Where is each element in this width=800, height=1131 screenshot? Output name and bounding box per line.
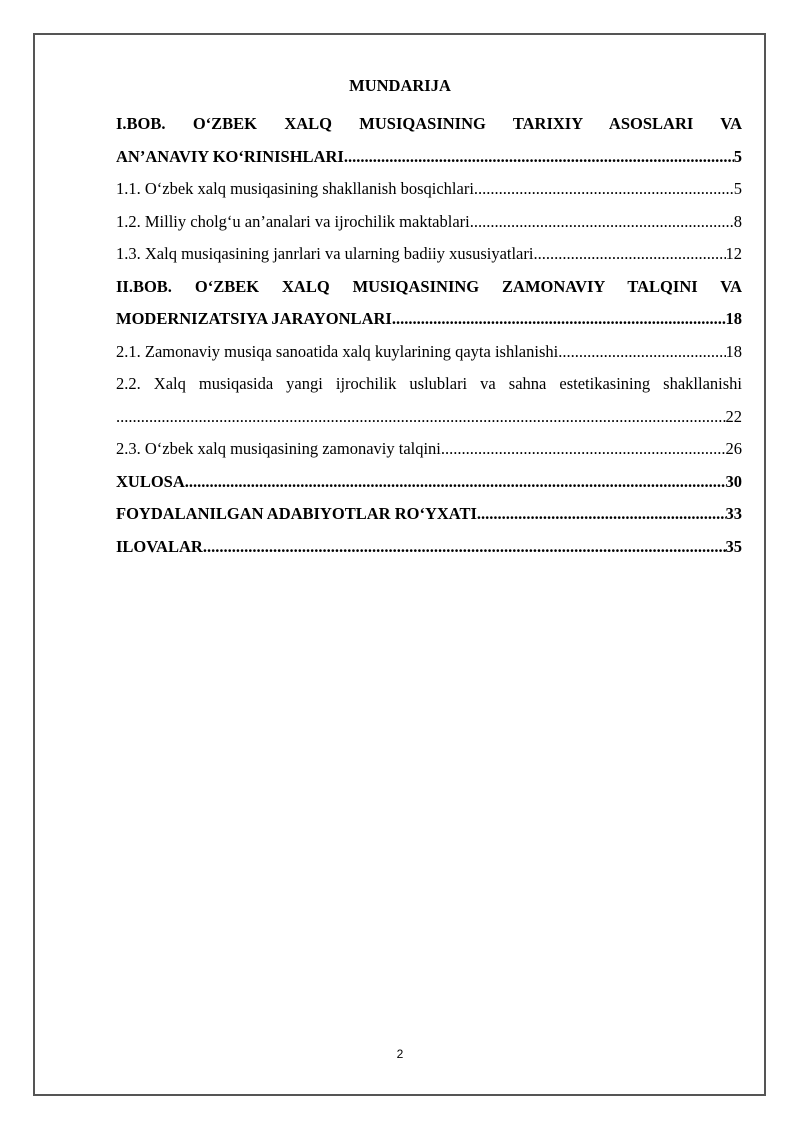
- toc-entry-page: 22: [725, 406, 742, 426]
- chapter-1-page: 5: [733, 146, 742, 166]
- dot-leader: [474, 173, 734, 206]
- dot-leader: [116, 401, 726, 434]
- toc-entry-page: 33: [725, 504, 742, 523]
- dot-leader: [558, 336, 725, 369]
- toc-entry-text: ILOVALAR: [116, 536, 203, 556]
- toc-entry-page: 30: [725, 471, 742, 491]
- toc-entry-text: 1.2. Milliy cholg‘u an’analari va ijrochilik maktablari: [116, 211, 470, 231]
- chapter-1-title-end: AN’ANAVIY KO‘RINISHLARI: [116, 146, 344, 166]
- table-of-contents: [116, 108, 742, 563]
- toc-entry-2-3[interactable]: [116, 433, 742, 466]
- dot-leader: [441, 433, 726, 466]
- toc-entry-1-1[interactable]: [116, 173, 742, 206]
- toc-entry-page: 35: [725, 536, 742, 556]
- toc-entry-page: 26: [725, 439, 742, 458]
- toc-entry-conclusion[interactable]: [116, 466, 742, 499]
- chapter-2-page: 18: [725, 309, 742, 328]
- chapter-2-heading-line2[interactable]: [116, 303, 742, 336]
- toc-entry-page: 5: [733, 179, 742, 198]
- toc-entry-appendices[interactable]: [116, 531, 742, 564]
- toc-entry-page: 18: [725, 341, 742, 361]
- dot-leader: [185, 466, 726, 499]
- toc-entry-references[interactable]: [116, 498, 742, 531]
- chapter-1-heading-line2[interactable]: [116, 141, 742, 174]
- chapter-1-heading-line1: I.BOB. O‘ZBEK XALQ MUSIQASINING TARIXIY ASOSLARI VA: [116, 114, 742, 133]
- toc-entry-2-1[interactable]: [116, 336, 742, 369]
- toc-entry-2-2-line2[interactable]: [116, 401, 742, 434]
- toc-entry-page: 8: [733, 211, 742, 231]
- dot-leader: [392, 303, 726, 336]
- toc-entry-text: XULOSA: [116, 471, 185, 491]
- dot-leader: [533, 238, 725, 271]
- dot-leader: [344, 141, 734, 174]
- toc-entry-text: 2.3. O‘zbek xalq musiqasining zamonaviy talqini: [116, 439, 441, 458]
- toc-entry-text: 1.1. O‘zbek xalq musiqasining shakllanish bosqichlari: [116, 179, 474, 198]
- toc-entry-2-2-line1[interactable]: 2.2. Xalq musiqasida yangi ijrochilik uslublari va sahna estetikasining shakllanishi: [116, 374, 742, 393]
- chapter-2-heading-line1: II.BOB. O‘ZBEK XALQ MUSIQASINING ZAMONAVIY TALQINI VA: [116, 276, 742, 296]
- toc-entry-text: FOYDALANILGAN ADABIYOTLAR RO‘YXATI: [116, 504, 477, 523]
- chapter-2-title-end: MODERNIZATSIYA JARAYONLARI: [116, 309, 392, 328]
- toc-entry-1-2[interactable]: [116, 206, 742, 239]
- toc-title: MUNDARIJA: [349, 76, 451, 95]
- dot-leader: [470, 206, 734, 239]
- toc-entry-page: 12: [725, 244, 742, 263]
- toc-entry-text: 2.1. Zamonaviy musiqa sanoatida xalq kuylarining qayta ishlanishi: [116, 341, 559, 361]
- toc-entry-text: 1.3. Xalq musiqasining janrlari va ularning badiiy xususiyatlari: [116, 244, 534, 263]
- dot-leader: [203, 531, 726, 564]
- page-number: 2: [396, 1047, 404, 1061]
- toc-entry-1-3[interactable]: [116, 238, 742, 271]
- dot-leader: [477, 498, 726, 531]
